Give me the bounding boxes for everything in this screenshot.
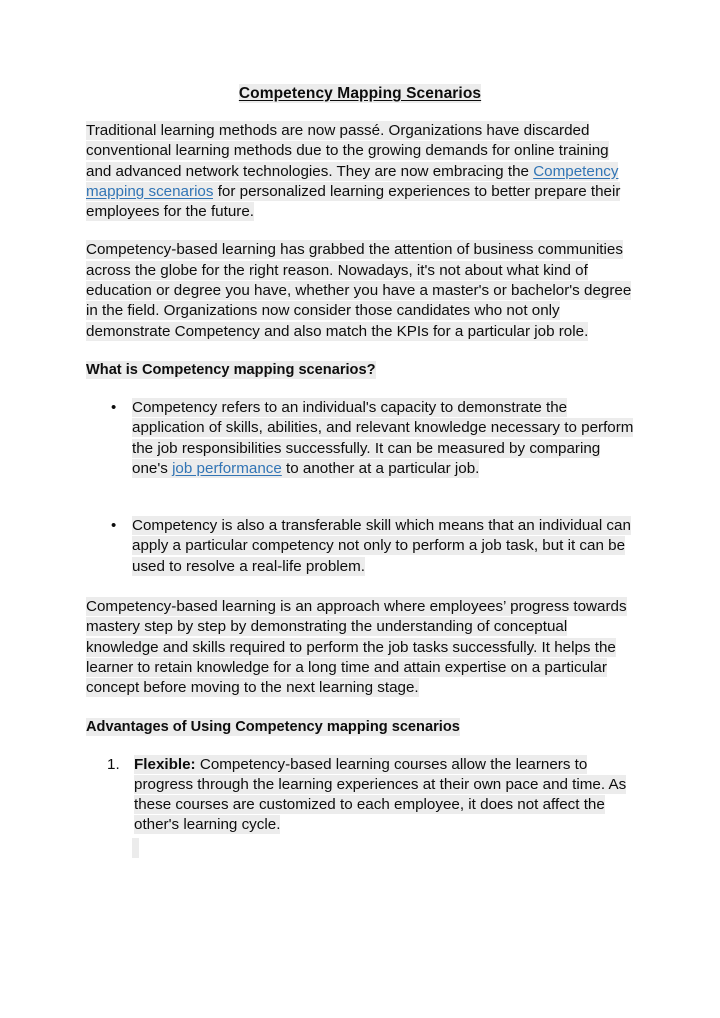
list-item-text bbox=[132, 398, 633, 478]
advantages-list bbox=[86, 755, 634, 836]
list-item-number: 1. bbox=[107, 755, 120, 773]
paragraph-approach-text: Competency-based learning is an approach where employees’ progress towards mastery step by step by demonstrating the understanding of conceptual knowledge and skills required to perform the job tasks successfully. It helps the learner to retain knowledge for a long time and attain expertise on a particular concept before moving to the next learning stage. bbox=[86, 598, 627, 697]
job-performance-link[interactable]: job performance bbox=[172, 459, 282, 477]
competency-mapping-scenarios-link[interactable]: Competency mapping scenarios bbox=[86, 162, 619, 200]
list-item-text bbox=[134, 755, 626, 835]
heading-what-is-competency-mapping-text: What is Competency mapping scenarios? bbox=[86, 361, 376, 378]
paragraph-intro-part-1: Traditional learning methods are now passé. Organizations have discarded conventional learning methods due to the growing demands for online training and advanced network technologies. They are now embracing the bbox=[86, 122, 609, 180]
paragraph-approach bbox=[86, 597, 634, 698]
paragraph-competency-based-learning-text: Competency-based learning has grabbed the attention of business communities across the globe for the right reason. Nowadays, it's not about what kind of education or degree you have, whether you have a master's or bachelor's degree in the field. Organizations now consider those candidates who not only demonstrate Competency and also match the KPIs for a particular job role. bbox=[86, 241, 632, 340]
page-title-text: Competency Mapping Scenarios bbox=[238, 85, 482, 102]
document-content bbox=[86, 84, 634, 858]
list-item bbox=[86, 516, 634, 577]
competency-definition-list bbox=[86, 398, 634, 577]
bullet-icon: • bbox=[111, 398, 117, 416]
heading-what-is-competency-mapping bbox=[86, 360, 634, 380]
heading-advantages bbox=[86, 717, 634, 737]
list-item bbox=[86, 398, 634, 479]
paragraph-intro bbox=[86, 121, 634, 222]
empty-highlighted-line bbox=[86, 838, 634, 858]
highlight-stub bbox=[132, 838, 139, 858]
bullet-2-part-1: Competency is also a transferable skill which means that an individual can apply a particular competency not only to perform a job task, but it can be used to resolve a real-life problem. bbox=[132, 517, 631, 575]
list-item-text bbox=[132, 516, 631, 576]
bullet-1-part-2: to another at a particular job. bbox=[281, 459, 480, 477]
advantage-1-text: Competency-based learning courses allow the learners to progress through the learning experiences at their own pace and time. As these courses are customized to each employee, it does not affect the other's learning cycle. bbox=[134, 755, 627, 834]
bullet-1-part-1: Competency refers to an individual's capacity to demonstrate the application of skills, abilities, and relevant knowledge necessary to perform the job responsibilities successfully. It can be measured by comparing one's bbox=[132, 398, 634, 477]
bullet-icon: • bbox=[111, 517, 117, 535]
page-title bbox=[86, 84, 634, 104]
list-item bbox=[86, 755, 634, 836]
paragraph-competency-based-learning bbox=[86, 240, 634, 341]
paragraph-intro-part-2: for personalized learning experiences to better prepare their employees for the future. bbox=[86, 182, 621, 221]
advantage-1-lead: Flexible: bbox=[134, 755, 196, 773]
heading-advantages-text: Advantages of Using Competency mapping scenarios bbox=[86, 718, 460, 735]
